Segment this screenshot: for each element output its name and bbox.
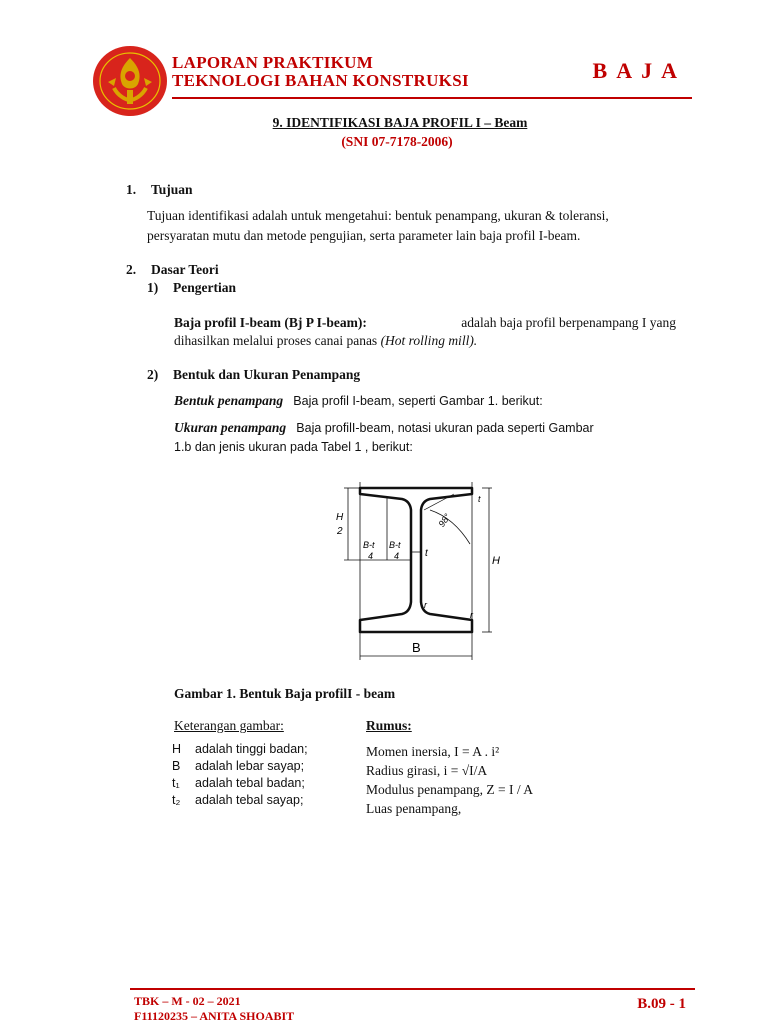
university-logo — [92, 44, 168, 118]
footer-divider — [130, 988, 695, 990]
legend-item: H adalah tinggi badan; — [172, 742, 308, 756]
section1-heading: Tujuan — [151, 182, 193, 197]
label-h-half-den: 2 — [337, 526, 343, 537]
formula-inertia: Momen inersia, I = A . i² — [366, 744, 500, 759]
section1-text-line2: persyaratan mutu dan metode pengujian, serta parameter lain baja profil I-beam. — [147, 228, 581, 243]
ibeam-cross-section-figure — [332, 470, 502, 670]
footer-author: F11120235 – ANITA SHOABIT — [134, 1009, 295, 1023]
header-title-line1: LAPORAN PRAKTIKUM — [172, 53, 374, 72]
subsection2-heading: Bentuk dan Ukuran Penampang — [173, 367, 361, 382]
label-h: H — [492, 555, 500, 567]
definition-term: Baja profil I-beam (Bj P I-beam): — [174, 315, 367, 330]
label-r1: r — [424, 600, 427, 610]
section2-heading: Dasar Teori — [151, 262, 219, 277]
size-paragraph-line2: 1.b dan jenis ukuran pada Tabel 1 , berikut: — [174, 440, 413, 454]
shape-paragraph — [174, 391, 543, 411]
subsection2-number: 2) — [147, 367, 159, 382]
section1-number: 1. — [126, 182, 137, 197]
definition-line2 — [174, 331, 477, 351]
definition-text-cont: dihasilkan melalui proses canai panas — [174, 333, 381, 348]
label-bt-left-den: 4 — [368, 551, 374, 561]
header-title-line2: TEKNOLOGI BAHAN KONSTRUKSI — [172, 71, 469, 90]
legend-list — [172, 742, 308, 810]
section2-number: 2. — [126, 262, 137, 277]
formulas-heading: Rumus: — [366, 718, 412, 733]
legend-item: t₂ adalah tebal sayap; — [172, 793, 304, 807]
legend-item: B adalah lebar sayap; — [172, 759, 305, 773]
figure-caption: Gambar 1. Bentuk Baja profilI - beam — [174, 686, 396, 701]
label-98: 98° — [436, 511, 453, 529]
section1-text-line1: Tujuan identifikasi adalah untuk mengetahui: bentuk penampang, ukuran & toleransi, — [147, 208, 609, 223]
document-standard: (SNI 07-7178-2006) — [341, 134, 453, 149]
formulas-list — [366, 742, 533, 818]
shape-text: Baja profil I-beam, seperti Gambar 1. berikut: — [293, 394, 543, 408]
label-b: B — [412, 640, 421, 655]
label-t2: t — [478, 494, 481, 504]
label-bt-right-den: 4 — [394, 551, 400, 561]
subsection1-heading: Pengertian — [173, 280, 236, 295]
footer-code: TBK – M - 02 – 2021 — [134, 994, 241, 1008]
definition-line1 — [174, 313, 676, 333]
size-label: Ukuran penampang — [174, 420, 287, 435]
label-r2: r — [470, 610, 473, 620]
definition-process: (Hot rolling mill). — [380, 333, 478, 348]
legend-item: t₁ adalah tebal badan; — [172, 776, 305, 790]
size-text: Baja profilI-beam, notasi ukuran pada seperti Gambar — [296, 421, 594, 435]
subsection1-number: 1) — [147, 280, 159, 295]
page-number: B.09 - 1 — [637, 996, 686, 1012]
legend-heading: Keterangan gambar: — [174, 718, 284, 733]
label-bt-left-num: B-t — [363, 540, 375, 550]
formula-modulus: Modulus penampang, Z = I / A — [366, 782, 533, 797]
label-t1: t — [425, 548, 428, 559]
label-bt-right-num: B-t — [389, 540, 401, 550]
definition-text: adalah baja profil berpenampang I yang — [461, 315, 676, 330]
shape-label: Bentuk penampang — [174, 393, 284, 408]
header-subject: BAJA — [592, 58, 686, 83]
label-h-half-num: H — [336, 512, 344, 523]
header-divider — [172, 97, 692, 99]
size-paragraph-line1 — [174, 418, 594, 438]
formula-gyration: Radius girasi, i = √I/A — [366, 763, 488, 778]
document-title: 9. IDENTIFIKASI BAJA PROFIL I – Beam — [272, 115, 528, 130]
formula-area: Luas penampang, — [366, 801, 462, 816]
